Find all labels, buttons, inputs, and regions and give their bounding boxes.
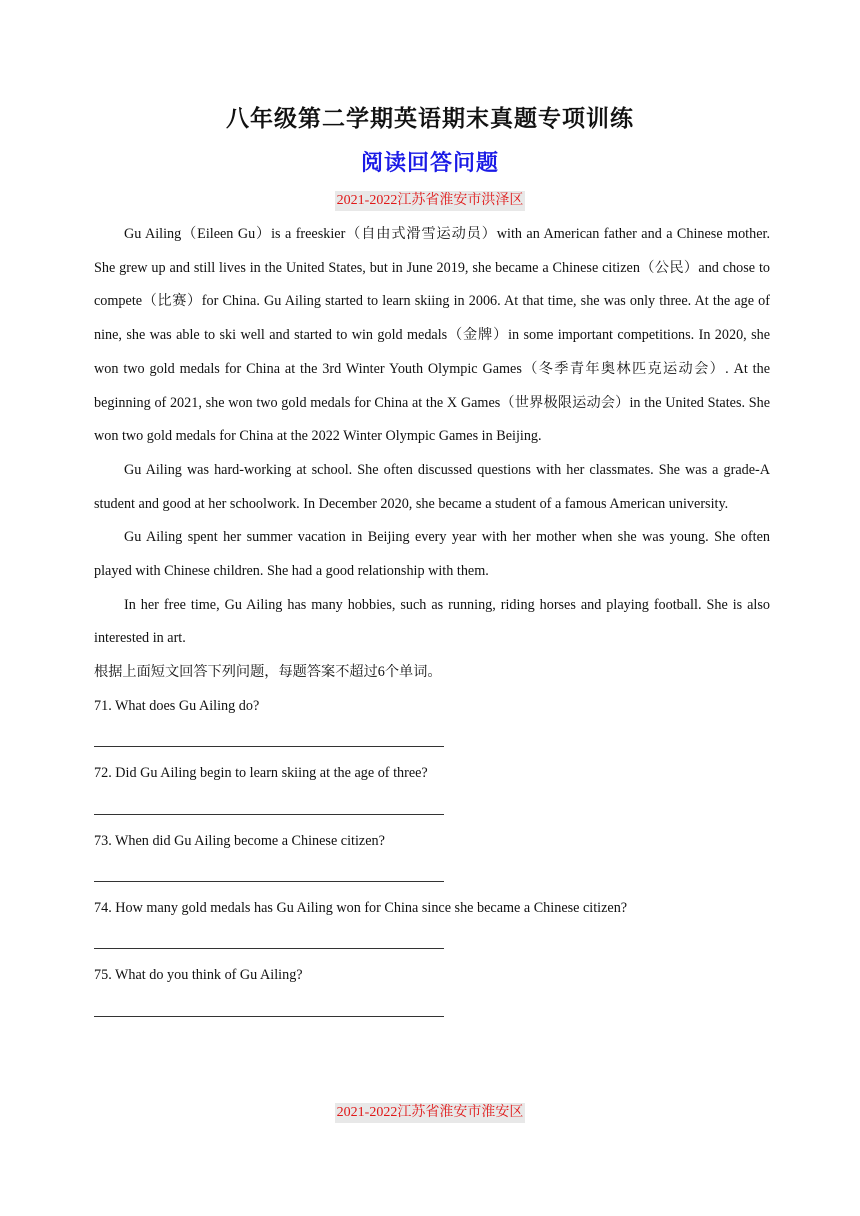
answer-line-75[interactable]	[94, 993, 444, 1027]
answer-line-74[interactable]	[94, 926, 444, 960]
passage-paragraph-2: Gu Ailing was hard-working at school. She often discussed questions with her classmates. She was a grade-A student and good at her schoolwork. In December 2020, she became a student of a famous American university.	[94, 461, 770, 512]
source-label-bottom-text: 2021-2022江苏省淮安市淮安区	[335, 1103, 526, 1123]
answer-line-73[interactable]	[94, 858, 444, 892]
instruction-text: 根据上面短文回答下列问题，每题答案不超过6个单词。	[94, 664, 442, 681]
question-75: 75. What do you think of Gu Ailing?	[94, 967, 303, 984]
source-label-bottom	[0, 1103, 860, 1123]
answer-line-72[interactable]	[94, 791, 444, 825]
passage-paragraph-1: Gu Ailing（Eileen Gu）is a freeskier（自由式滑雪运动员）with an American father and a Chinese mother. She grew up and still lives in the United States, but in June 2019, she became a Chinese citizen（公民）and chose to compete（比赛）for China. Gu Ailing started to learn skiing in 2006. At that time, she was only three. At the age of nine, she was able to ski well and started to win gold medals（金牌）in some important competitions. In 2020, she won two gold medals for China at the 3rd Winter Youth Olympic Games（冬季青年奥林匹克运动会）. At the beginning of 2021, she won two gold medals for China at the X Games（世界极限运动会）in the United States. She won two gold medals for China at the 2022 Winter Olympic Games in Beijing.	[94, 226, 770, 445]
question-72: 72. Did Gu Ailing begin to learn skiing at the age of three?	[94, 765, 428, 782]
section-subtitle: 阅读回答问题	[360, 151, 499, 176]
source-label-text: 2021-2022江苏省淮安市洪泽区	[335, 191, 526, 211]
page-title: 八年级第二学期英语期末真题专项训练	[226, 106, 634, 132]
passage-paragraph-4: In her free time, Gu Ailing has many hobbies, such as running, riding horses and playing football. She is also interested in art.	[94, 596, 770, 647]
question-73: 73. When did Gu Ailing become a Chinese citizen?	[94, 832, 385, 849]
question-71: 71. What does Gu Ailing do?	[94, 697, 260, 714]
question-74: 74. How many gold medals has Gu Ailing won for China since she became a Chinese citizen?	[94, 900, 628, 917]
answer-line-71[interactable]	[94, 724, 444, 758]
source-label	[0, 191, 860, 211]
reading-passage	[94, 218, 770, 1027]
passage-paragraph-3: Gu Ailing spent her summer vacation in Beijing every year with her mother when she was young. She often played with Chinese children. She had a good relationship with them.	[94, 529, 770, 580]
